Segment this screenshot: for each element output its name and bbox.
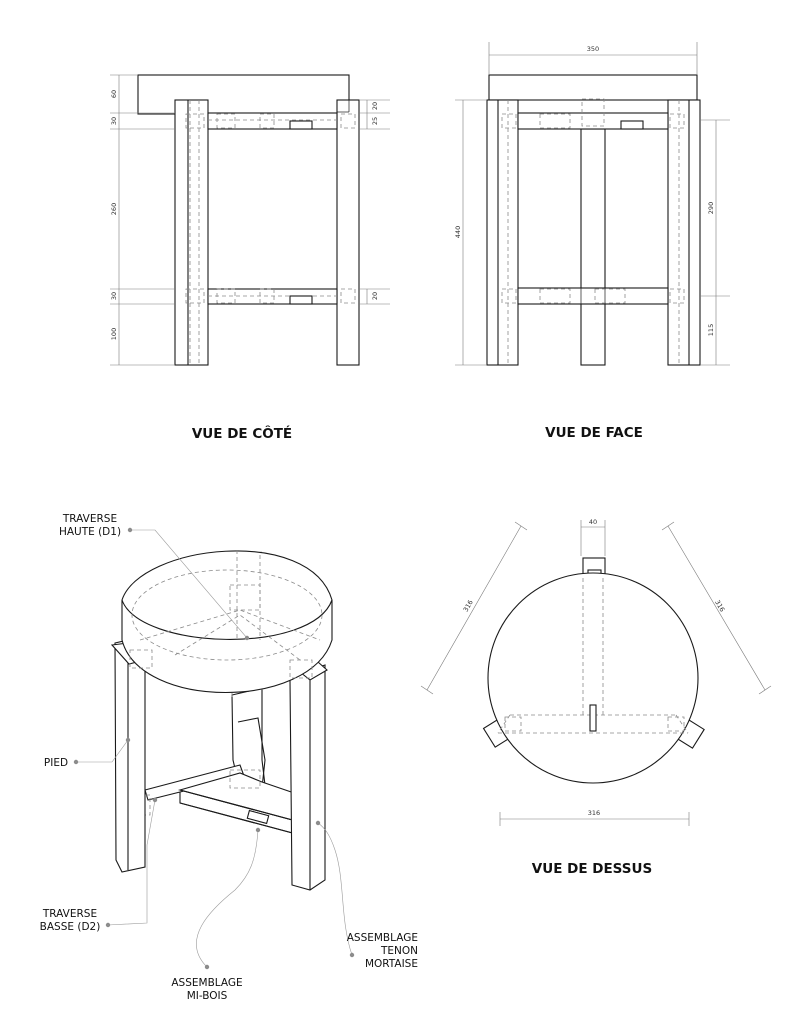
side-dim-30-top: 30 — [110, 116, 118, 126]
label-traverse-basse-line1: TRAVERSE — [42, 908, 98, 920]
side-view-title: VUE DE CÔTÉ — [191, 426, 293, 442]
label-mi-bois-line1: ASSEMBLAGE — [171, 977, 243, 989]
side-dim-20-bottom: 20 — [371, 291, 379, 301]
side-dim-60: 60 — [110, 89, 118, 99]
side-dim-25: 25 — [371, 116, 379, 126]
top-dim-316-left: 316 — [461, 598, 475, 614]
label-traverse-basse-line2: BASSE (D2) — [39, 921, 101, 933]
front-dim-440: 440 — [454, 225, 462, 239]
isometric-view — [74, 528, 354, 969]
side-dim-30-bottom: 30 — [110, 291, 118, 301]
side-seat — [138, 75, 349, 114]
side-dim-260: 260 — [110, 202, 118, 216]
iso-leg-right — [290, 665, 325, 890]
side-dim-100: 100 — [110, 327, 118, 341]
label-pied: PIED — [43, 757, 69, 769]
label-traverse-haute-line2: HAUTE (D1) — [58, 526, 122, 538]
side-dim-20-top: 20 — [371, 101, 379, 111]
front-dim-350: 350 — [586, 45, 600, 53]
front-leg-center — [581, 129, 605, 365]
label-traverse-basse — [40, 908, 101, 933]
side-lower-rail — [208, 289, 337, 304]
front-view-title: VUE DE FACE — [545, 425, 643, 441]
front-view — [454, 42, 730, 365]
side-leg-right — [337, 100, 359, 365]
top-view — [421, 518, 771, 826]
label-mi-bois-line2: MI-BOIS — [186, 990, 228, 1002]
side-view — [110, 75, 390, 365]
side-upper-rail — [208, 113, 337, 129]
front-leg-right — [668, 100, 700, 365]
side-leg-left — [175, 100, 208, 365]
label-traverse-haute-line1: TRAVERSE — [62, 513, 118, 525]
top-seat — [488, 573, 698, 783]
label-tenon-line1: ASSEMBLAGE — [346, 932, 418, 944]
label-assemblage-mi-bois — [171, 977, 242, 1002]
front-upper-rail — [518, 113, 668, 129]
label-tenon-line2: TENON — [380, 945, 418, 957]
label-tenon-line3: MORTAISE — [364, 958, 418, 970]
front-dim-115: 115 — [707, 323, 715, 337]
front-dim-290: 290 — [707, 201, 715, 215]
label-assemblage-tenon-mortaise — [347, 932, 418, 970]
top-view-title: VUE DE DESSUS — [531, 861, 653, 877]
iso-leg-left — [115, 640, 145, 872]
front-leg-left — [487, 100, 518, 365]
front-lower-rail — [518, 288, 668, 304]
front-seat — [489, 75, 697, 100]
top-dim-316-right: 316 — [713, 598, 727, 614]
iso-seat — [122, 551, 332, 693]
top-dim-316-bottom: 316 — [587, 809, 601, 817]
top-dim-40: 40 — [588, 518, 598, 526]
label-traverse-haute — [59, 513, 121, 538]
